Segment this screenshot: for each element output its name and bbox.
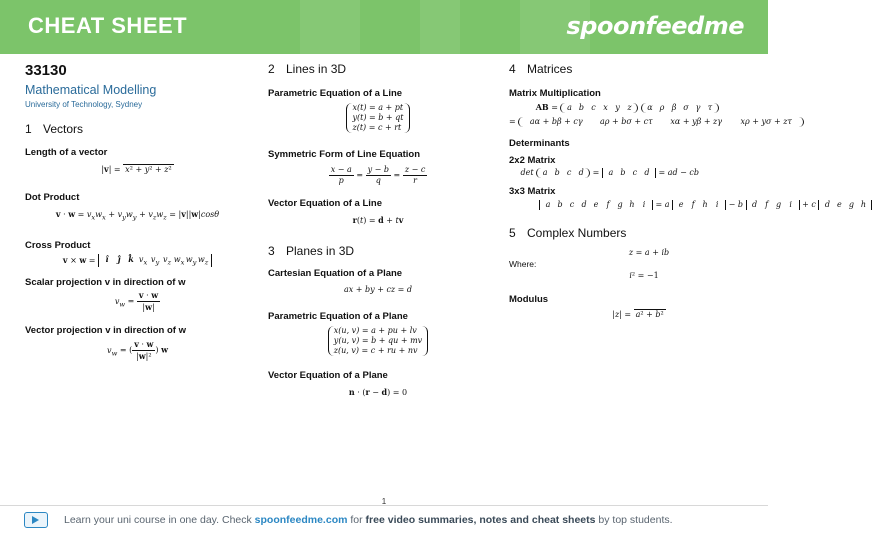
formula-det-2x2: det a b c d = a b c d = ad − cb bbox=[520, 168, 699, 177]
subheading-plane-vector: Vector Equation of a Plane bbox=[268, 370, 388, 381]
section-heading-complex bbox=[509, 226, 749, 240]
footer-mid: for bbox=[347, 514, 366, 526]
subheading-scalar-projection: Scalar projection v in direction of w bbox=[25, 277, 186, 289]
section-title: Matrices bbox=[527, 62, 573, 76]
subheading-line-parametric: Parametric Equation of a Line bbox=[268, 88, 403, 99]
subheading-line-symmetric: Symmetric Form of Line Equation bbox=[268, 149, 421, 160]
section-number: 3 bbox=[268, 244, 275, 258]
where-label: Where: bbox=[509, 259, 537, 269]
course-name: Mathematical Modelling bbox=[25, 83, 157, 97]
subheading-vector-length: Length of a vector bbox=[25, 147, 108, 158]
formula-complex-number: z = a + ib bbox=[628, 248, 670, 257]
section-number: 2 bbox=[268, 62, 275, 76]
footer-suffix: by top students. bbox=[595, 514, 673, 526]
subheading-cross-product: Cross Product bbox=[25, 239, 91, 251]
section-title: Vectors bbox=[43, 122, 84, 136]
formula-line-symmetric: $\frac{x - a}{p}$ = $\frac{y - b}{q}$ = $\frac{z - c}{r}$ bbox=[330, 165, 426, 185]
page-number: 1 bbox=[381, 497, 387, 506]
formula-modulus: |z| = a² + b² bbox=[612, 310, 664, 319]
subheading-matrix-multiplication: Matrix Multiplication bbox=[509, 88, 601, 99]
formula-det-3x3: a b c d e f g h i = a e f h i − b d f g i + c d e g h bbox=[509, 200, 749, 210]
column-2 bbox=[268, 62, 488, 397]
section-title: Complex Numbers bbox=[527, 226, 627, 240]
banner-decoration bbox=[300, 0, 360, 54]
footer bbox=[0, 505, 768, 544]
formula-vector-projection: $v_w$ = ( $\frac{v \cdot w}{\text{|w|²}}$ ) w bbox=[107, 339, 168, 362]
video-play-icon[interactable] bbox=[24, 512, 48, 528]
subheading-vector-projection: Vector projection v in direction of w bbox=[25, 325, 186, 337]
course-code: 33130 bbox=[25, 62, 67, 79]
section-number: 5 bbox=[509, 226, 516, 240]
formula-line-vector: r(t) = d + tv bbox=[352, 215, 404, 225]
section-heading-vectors bbox=[25, 122, 250, 136]
section-number: 1 bbox=[25, 122, 32, 136]
cross-determinant: î ĵ k̂ $v_x$ $v_y$ $v_z$ $w_xw_y$ $w_z$ bbox=[98, 254, 212, 268]
footer-site-link[interactable]: spoonfeedme.com bbox=[254, 514, 348, 526]
formula-plane-cartesian: ax + by + cz = d bbox=[343, 285, 413, 294]
section-heading-lines bbox=[268, 62, 488, 76]
formula-matrix-product-result: = aα + bβ + cγ aρ + bσ + cτ xα + yβ + zγ xρ + yσ + zτ bbox=[509, 117, 749, 127]
subheading-det-3x3: 3x3 Matrix bbox=[509, 186, 556, 197]
footer-promo bbox=[64, 514, 673, 526]
formula-matrix-product: AB = a b c x y z α ρ β σ γ τ bbox=[509, 102, 749, 113]
subheading-modulus: Modulus bbox=[509, 294, 549, 305]
formula-cross-product: v × w = î ĵ k̂ $v_x$ $v_y$ $v_z$ $w_xw_y$ $w_z$ bbox=[25, 254, 250, 268]
banner-decoration bbox=[420, 0, 460, 54]
section-title: Planes in 3D bbox=[286, 244, 355, 258]
column-3 bbox=[509, 62, 866, 319]
subheading-det-2x2: 2x2 Matrix bbox=[509, 155, 556, 166]
subheading-line-vector: Vector Equation of a Line bbox=[268, 198, 383, 209]
subheading-plane-parametric: Parametric Equation of a Plane bbox=[268, 311, 408, 322]
brand-logo[interactable]: spoonfeedme bbox=[566, 12, 744, 40]
section-number: 4 bbox=[509, 62, 516, 76]
section-heading-planes bbox=[268, 244, 488, 258]
section-heading-matrices bbox=[509, 62, 749, 76]
formula-plane-vector: n · (r − d) = 0 bbox=[348, 387, 408, 397]
formula-line-parametric: x(t) = a + pt y(t) = b + qt z(t) = c + rt bbox=[268, 103, 488, 133]
formula-vector-length: |v| = x² + y² + z² bbox=[101, 164, 172, 174]
formula-scalar-projection: $v_w$ = $\frac{v \cdot w}{|w|}$ bbox=[114, 290, 159, 313]
subheading-dot-product: Dot Product bbox=[25, 192, 80, 203]
section-title: Lines in 3D bbox=[286, 62, 347, 76]
footer-prefix: Learn your uni course in one day. Check bbox=[64, 514, 255, 526]
column-1 bbox=[25, 62, 250, 362]
footer-highlight: free video summaries, notes and cheat sheets bbox=[365, 514, 596, 526]
page-title: CHEAT SHEET bbox=[28, 13, 188, 38]
header-banner bbox=[0, 0, 768, 54]
subheading-plane-cartesian: Cartesian Equation of a Plane bbox=[268, 268, 403, 279]
formula-plane-parametric: x(u, v) = a + pu + lv y(u, v) = b + qu + mv z(u, v) = c + ru + nv bbox=[268, 326, 488, 356]
university-name: University of Technology, Sydney bbox=[25, 100, 143, 109]
formula-dot-product: $v \cdot w = v_xw_x + v_yw_y + v_zw_z = |v||w|\cos\theta$ bbox=[55, 209, 220, 222]
subheading-determinants: Determinants bbox=[509, 138, 570, 149]
formula-i-squared: i² = −1 bbox=[629, 271, 659, 280]
